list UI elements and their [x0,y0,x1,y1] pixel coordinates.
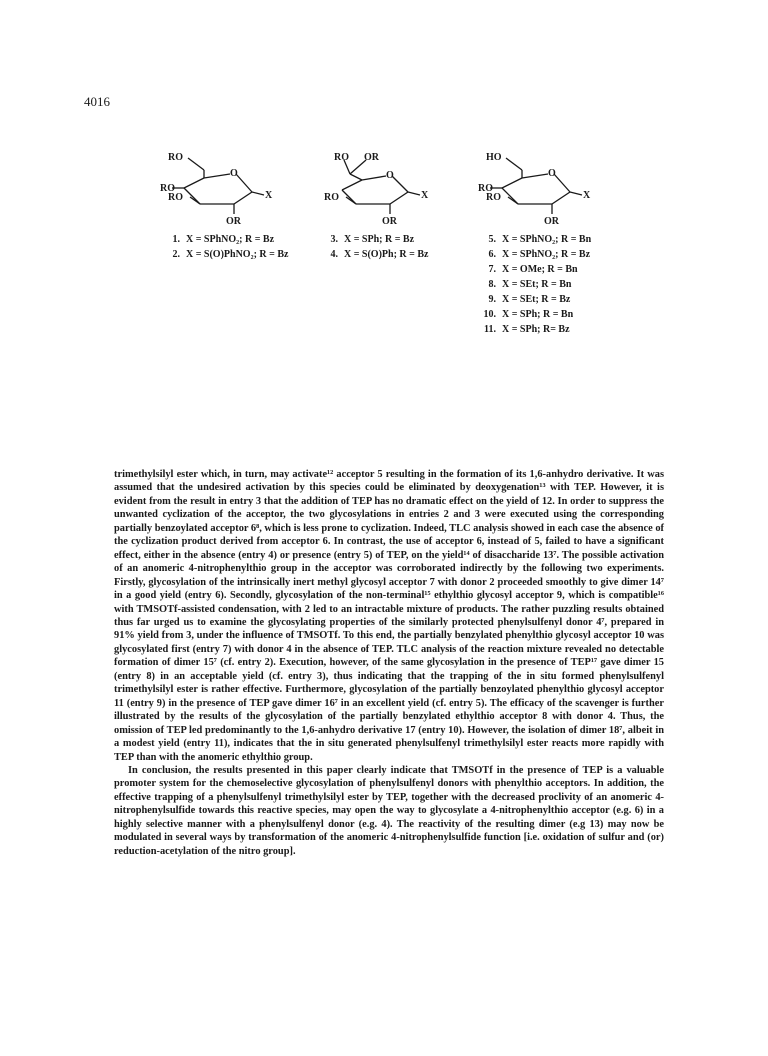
legend-compounds-3-4 [320,232,428,262]
structure-1-ring-oxygen: O [230,168,238,179]
pyranose-ring-1 [160,150,300,230]
structure-3-4 [316,150,456,230]
body-text [114,468,664,858]
structure-2-substituent-top2: OR [364,152,379,163]
legend-entry: 11. X = SPh; R= Bz [484,324,570,335]
structure-3-substituent-top: HO [486,152,502,163]
paragraph-results: trimethylsilyl ester which, in turn, may activate¹² acceptor 5 resulting in the formation of its 1,6-anhydro derivative. It was assumed that the undesired activation by this species could be eliminated by deoxygenation¹³ with TEP. However, it is evident from the result in entry 3 that the addition of TEP has no dramatic effect on the yield of 12. In order to suppress the unwanted cyclization of the acceptor, the two glycosylations in entries 2 and 3 were executed using the corresponding partially benzoylated acceptor 6⁸, which is less prone to cyclization. Indeed, TLC analysis showed in each case the absence of the cyclization product derived from acceptor 6. In contrast, the use of acceptor 6, instead of 5, failed to have a significant effect, either in the absence (entry 4) or presence (entry 5) of TEP, on the yield¹⁴ of disaccharide 13⁷. The possible activation of an anomeric 4-nitrophenylthio group in the acceptor was corroborated indirectly by the following two experiments. Firstly, glycosylation of the intrinsically inert methyl glycosyl acceptor 7 with donor 2 proceeded smoothly to give dimer 14⁷ in a good yield (entry 6). Secondly, glycosylation of the non-terminal¹⁵ ethylthio glycosyl acceptor 9, which is compatible¹⁶ with TMSOTf-assisted condensation, with 2 led to an intractable mixture of products. The rather puzzling results obtained thus far urged us to examine the glycosylating properties of the similarly protected phenylsulfenyl donor 4⁷, prepared in 91% yield from 3, under the influence of TMSOTf. To this end, the partially benzylated phenylthio glycosyl acceptor 10 was glycosylated first (entry 7) with donor 4 in the absence of TEP. TLC analysis of the reaction mixture revealed no detectable formation of dimer 15⁷ (cf. entry 2). Execution, however, of the same glycosylation in the presence of TEP¹⁷ gave dimer 15 (entry 8) in an acceptable yield (cf. entry 3), thus indicating that the trapping of the in situ formed phenylsulfenyl trimethylsilyl ester is rather effective. Furthermore, glycosylation of the partially benzoylated phenylthio glycosyl acceptor 11 (entry 9) in the presence of TEP gave dimer 16⁷ in an excellent yield (cf. entry 5). The efficacy of the scavenger is further illustrated by the results of the glycosylation of the partially benzylated ethylthio acceptor 8 with donor 4. Thus, the omission of TEP led predominantly to the 1,6-anhydro derivative 17 (entry 10). However, the isolation of dimer 18⁷, albeit in a modest yield (entry 11), indicates that the in situ generated phenylsulfenyl trimethylsilyl ester reacts more rapidly with TEP than with the anomeric ethylthio group. [114,469,664,763]
structure-1-substituent-ring-left: RO [168,192,183,203]
structure-2-ring-oxygen: O [386,170,394,181]
legend-entry: 2. X = S(O)PhNO₂; R = Bz [172,249,289,260]
structure-1-anomeric-x: X [265,190,273,201]
legend-entry: 4. X = S(O)Ph; R = Bz [330,249,429,260]
page-number: 4016 [84,94,110,109]
legend-compounds-1-2 [162,232,288,262]
structure-2-anomeric-x: X [421,190,429,201]
structure-1-substituent-top: RO [168,152,183,163]
legend-entry: 8. X = SEt; R = Bn [488,279,572,290]
structure-3-substituent-ring-left: RO [486,192,501,203]
pyranose-ring-2 [316,150,456,230]
legend-entry: 6. X = SPhNO₂; R = Bz [488,249,591,260]
paragraph-conclusion: In conclusion, the results presented in this paper clearly indicate that TMSOTf in the presence of TEP is a valuable promoter system for the chemoselective glycosylation of phenylsulfenyl donors with phenylthio acceptors. In addition, the effective trapping of a phenylsulfenyl trimethylsilyl ester by TEP, together with the decreased proclivity of an anomeric 4-nitrophenylsulfide towards this reactive species, may open the way to glycosylate a 4-nitrophenylthio acceptor (e.g. 6) in a highly selective manner with a phenylsulfenyl donor (e.g. 4). The reactivity of the resulting dimer (e.g 13) may now be modulated in several ways by transformation of the anomeric 4-nitrophenylsulfide function [i.e. oxidation of sulfur and (or) reduction-acetylation of the nitro group]. [114,764,664,857]
pyranose-ring-3 [478,150,618,230]
structure-1-2 [160,150,300,230]
legend-entry: 9. X = SEt; R = Bz [488,294,571,305]
legend-compounds-5-11 [478,232,591,337]
structure-2-substituent-bottom: OR [382,216,397,227]
structure-3-ring-oxygen: O [548,168,556,179]
structure-2-substituent-top: RO [334,152,349,163]
legend-entry: 1. X = SPhNO₂; R = Bz [172,234,275,245]
legend-entry: 7. X = OMe; R = Bn [488,264,578,275]
structure-3-anomeric-x: X [583,190,591,201]
legend-entry: 10. X = SPh; R = Bn [483,309,574,320]
structure-3-substituent-left: RO [478,183,493,194]
structure-5-11 [478,150,618,230]
chemical-structures [160,150,630,460]
structure-3-substituent-bottom: OR [544,216,559,227]
structure-1-substituent-left: RO [160,183,175,194]
legend-entry: 3. X = SPh; R = Bz [330,234,415,245]
structure-2-substituent-ring-left: RO [324,192,339,203]
legend-entry: 5. X = SPhNO₂; R = Bn [488,234,592,245]
structure-1-substituent-bottom: OR [226,216,241,227]
